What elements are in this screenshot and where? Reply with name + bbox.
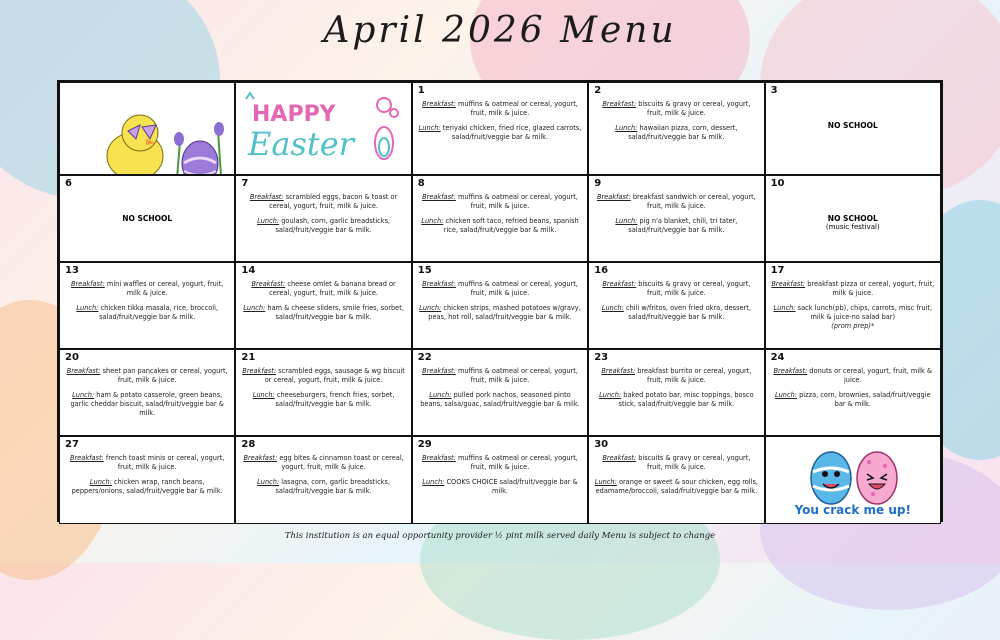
- chick-icon: [80, 101, 230, 175]
- lunch-label: Lunch:: [419, 304, 442, 312]
- lunch-text: chicken strips, mashed potatoes w/gravy, peas, hot roll, salad/fruit/veggie bar & milk.: [428, 304, 581, 321]
- breakfast-text: sheet pan pancakes or cereal, yogurt, fruit, milk & juice.: [102, 367, 228, 384]
- day-number: 10: [770, 178, 785, 189]
- lunch-text: chicken wrap, ranch beans, peppers/onions, salad/fruit/veggie bar & milk.: [71, 478, 223, 495]
- lunch-text: pizza, corn, brownies, salad/fruit/veggie bar & milk.: [799, 391, 931, 408]
- breakfast-text: donuts or cereal, yogurt, fruit, milk & juice.: [809, 367, 933, 384]
- breakfast-label: Breakfast:: [596, 193, 631, 201]
- breakfast-label: Breakfast:: [773, 367, 808, 375]
- page-title: April 2026 Menu: [323, 10, 677, 51]
- lunch-label: Lunch:: [257, 478, 280, 486]
- breakfast-label: Breakfast:: [422, 280, 456, 288]
- lunch-text: pulled pork nachos, seasoned pinto beans, salsa/guac, salad/fruit/veggie bar & milk.: [420, 391, 580, 408]
- day-cell: [588, 436, 764, 524]
- day-cell: [765, 349, 941, 436]
- breakfast-label: Breakfast:: [251, 280, 286, 288]
- breakfast-text: muffins & oatmeal or cereal, yogurt, fruit, milk & juice.: [457, 193, 578, 210]
- day-number: 30: [594, 439, 609, 450]
- lunch-text: chili w/fritos, oven fried okra, dessert, salad/fruit/veggie bar & milk.: [626, 304, 751, 321]
- day-cell: [588, 82, 764, 175]
- lunch-label: Lunch:: [422, 478, 445, 486]
- lunch-text: pig n'a blanket, chili, tri tater, salad/fruit/veggie bar & milk.: [628, 217, 738, 234]
- breakfast-text: breakfast sandwich or cereal, yogurt, fruit, milk & juice.: [632, 193, 756, 210]
- lunch-text: sack lunch(pb), chips, carrots, misc fruit, milk & juice-no salad bar): [797, 304, 933, 321]
- breakfast-label: Breakfast:: [242, 367, 277, 375]
- easter-egg-icon: [244, 91, 404, 169]
- lunch-label: Lunch:: [76, 304, 99, 312]
- day-number: 16: [594, 265, 609, 276]
- day-cell: [412, 175, 588, 262]
- day-cell: [235, 349, 411, 436]
- day-cell: [59, 175, 235, 262]
- day-cell: [588, 349, 764, 436]
- day-cell: [235, 175, 411, 262]
- lunch-text: ham & cheese sliders, smile fries, sorbet, salad/fruit/veggie bar & milk.: [267, 304, 404, 321]
- day-number: 29: [417, 439, 432, 450]
- breakfast-label: Breakfast:: [422, 100, 456, 108]
- day-cell: [235, 262, 411, 349]
- lunch-text: goulash, corn, garlic breadsticks, salad/fruit/veggie bar & milk.: [275, 217, 391, 234]
- day-number: 23: [594, 352, 609, 363]
- day-number: 28: [241, 439, 256, 450]
- no-school-text: NO SCHOOL: [122, 214, 173, 223]
- lunch-label: Lunch:: [773, 304, 796, 312]
- lunch-label: Lunch:: [257, 217, 280, 225]
- day-number: 8: [417, 178, 425, 189]
- easter-text-easter: Easter: [248, 125, 355, 163]
- no-school-text: NO SCHOOL: [827, 121, 878, 130]
- day-cell: [588, 175, 764, 262]
- day-number: 24: [770, 352, 785, 363]
- lunch-text: baked potato bar, misc toppings, bosco stick, salad/fruit/veggie bar & milk.: [618, 391, 754, 408]
- breakfast-label: Breakfast:: [422, 367, 456, 375]
- breakfast-label: Breakfast:: [602, 280, 637, 288]
- lunch-label: Lunch:: [615, 217, 638, 225]
- breakfast-text: breakfast pizza or cereal, yogurt, fruit, milk & juice.: [807, 280, 935, 297]
- no-school-text: [766, 214, 940, 231]
- lunch-label: Lunch:: [72, 391, 95, 399]
- day-cell: [765, 262, 941, 349]
- breakfast-label: Breakfast:: [70, 454, 104, 462]
- day-number: 14: [241, 265, 256, 276]
- lunch-label: Lunch:: [429, 391, 452, 399]
- breakfast-text: muffins & oatmeal or cereal, yogurt, fruit, milk & juice.: [457, 454, 578, 471]
- breakfast-text: egg bites & cinnamon toast or cereal, yogurt, fruit, milk & juice.: [279, 454, 404, 471]
- lunch-label: Lunch:: [774, 391, 798, 399]
- crack-text: You crack me up!: [794, 503, 911, 517]
- lunch-text: chicken tikka masala, rice, broccoli, salad/fruit/veggie bar & milk.: [99, 304, 219, 321]
- breakfast-text: biscuits & gravy or cereal, yogurt, fruit, milk & juice.: [638, 100, 751, 117]
- easter-text-happy: HAPPY: [252, 102, 337, 127]
- breakfast-text: biscuits & gravy or cereal, yogurt, fruit, milk & juice.: [638, 280, 751, 297]
- breakfast-label: Breakfast:: [422, 454, 456, 462]
- day-cell: [412, 349, 588, 436]
- breakfast-text: breakfast burrito or cereal, yogurt, fruit, milk & juice.: [637, 367, 752, 384]
- footer-note: This institution is an equal opportunity provider ½ pint milk served daily Menu is subject to change: [284, 531, 716, 541]
- day-number: 27: [65, 439, 79, 450]
- day-number: 2: [594, 85, 602, 96]
- breakfast-label: Breakfast:: [601, 367, 636, 375]
- no-school-label: NO SCHOOL: [827, 214, 878, 223]
- breakfast-label: Breakfast:: [771, 280, 806, 288]
- breakfast-label: Breakfast:: [243, 454, 278, 462]
- lunch-text: cheeseburgers, french fries, sorbet, salad/fruit/veggie bar & milk.: [275, 391, 395, 408]
- day-number: 1: [417, 85, 425, 96]
- day-cell: [765, 175, 941, 262]
- lunch-label: Lunch:: [615, 124, 638, 132]
- day-cell: [412, 436, 588, 524]
- lunch-label: Lunch:: [418, 124, 441, 132]
- day-cell: [765, 82, 941, 175]
- breakfast-text: muffins & oatmeal or cereal, yogurt, fruit, milk & juice.: [457, 100, 578, 117]
- lunch-text: chicken soft taco, refried beans, spanish rice, salad/fruit/veggie bar & milk.: [443, 217, 579, 234]
- breakfast-label: Breakfast:: [422, 193, 456, 201]
- breakfast-label: Breakfast:: [249, 193, 284, 201]
- breakfast-label: Breakfast:: [602, 454, 637, 462]
- lunch-text: ham & potato casserole, green beans, garlic cheddar biscuit, salad/fruit/veggie bar & milk.: [70, 391, 224, 417]
- lunch-text: lasagna, corn, garlic breadsticks, salad/fruit/veggie bar & milk.: [275, 478, 391, 495]
- breakfast-label: Breakfast:: [602, 100, 637, 108]
- crack-cell: [765, 436, 941, 524]
- breakfast-text: biscuits & gravy or cereal, yogurt, fruit, milk & juice.: [638, 454, 751, 471]
- day-cell: [235, 436, 411, 524]
- breakfast-text: french toast minis or cereal, yogurt, fruit, milk & juice.: [105, 454, 225, 471]
- lunch-text: hawaiian pizza, corn, dessert, salad/fruit/veggie bar & milk.: [628, 124, 738, 141]
- lunch-label: Lunch:: [599, 391, 622, 399]
- prom-note: (prom prep)*: [831, 322, 875, 330]
- day-number: 21: [241, 352, 256, 363]
- day-cell: [412, 262, 588, 349]
- breakfast-text: scrambled eggs, bacon & toast or cereal, yogurt, fruit, milk & juice.: [269, 193, 398, 210]
- lunch-label: Lunch:: [421, 217, 444, 225]
- laughing-eggs-icon: [793, 444, 913, 508]
- day-number: 22: [417, 352, 432, 363]
- day-cell: [59, 436, 235, 524]
- calendar-grid: [57, 80, 943, 522]
- breakfast-text: cheese omlet & banana bread or cereal, yogurt, fruit, milk & juice.: [269, 280, 396, 297]
- lunch-text: teriyaki chicken, fried rice, glazed carrots, salad/fruit/veggie bar & milk.: [442, 124, 582, 141]
- day-number: 6: [65, 178, 72, 189]
- breakfast-label: Breakfast:: [66, 367, 101, 375]
- lunch-text: orange or sweet & sour chicken, egg rolls, edamame/broccoli, salad/fruit/veggie bar & milk.: [595, 478, 758, 495]
- day-cell: [59, 349, 235, 436]
- day-number: 20: [65, 352, 79, 363]
- day-cell: [412, 82, 588, 175]
- lunch-label: Lunch:: [243, 304, 266, 312]
- event-note: (music festival): [825, 223, 880, 231]
- breakfast-text: muffins & oatmeal or cereal, yogurt, fruit, milk & juice.: [457, 280, 578, 297]
- lunch-label: Lunch:: [594, 478, 617, 486]
- breakfast-text: muffins & oatmeal or cereal, yogurt, fruit, milk & juice.: [457, 367, 578, 384]
- day-number: 15: [417, 265, 432, 276]
- breakfast-text: scrambled eggs, sausage & wg biscuit or cereal, yogurt, fruit, milk & juice.: [264, 367, 405, 384]
- day-cell: [588, 262, 764, 349]
- lunch-label: Lunch:: [89, 478, 112, 486]
- day-number: 17: [770, 265, 785, 276]
- lunch-text: COOKS CHOICE salad/fruit/veggie bar & milk.: [446, 478, 578, 495]
- day-number: 7: [241, 178, 249, 189]
- easter-cell: [235, 82, 411, 175]
- chick-cell: [59, 82, 235, 175]
- day-number: 9: [594, 178, 602, 189]
- day-number: 3: [770, 85, 778, 96]
- breakfast-text: mini waffles or cereal, yogurt, fruit, milk & juice.: [106, 280, 224, 297]
- day-cell: [59, 262, 235, 349]
- lunch-label: Lunch:: [601, 304, 624, 312]
- breakfast-label: Breakfast:: [71, 280, 105, 288]
- lunch-label: Lunch:: [252, 391, 275, 399]
- day-number: 13: [65, 265, 79, 276]
